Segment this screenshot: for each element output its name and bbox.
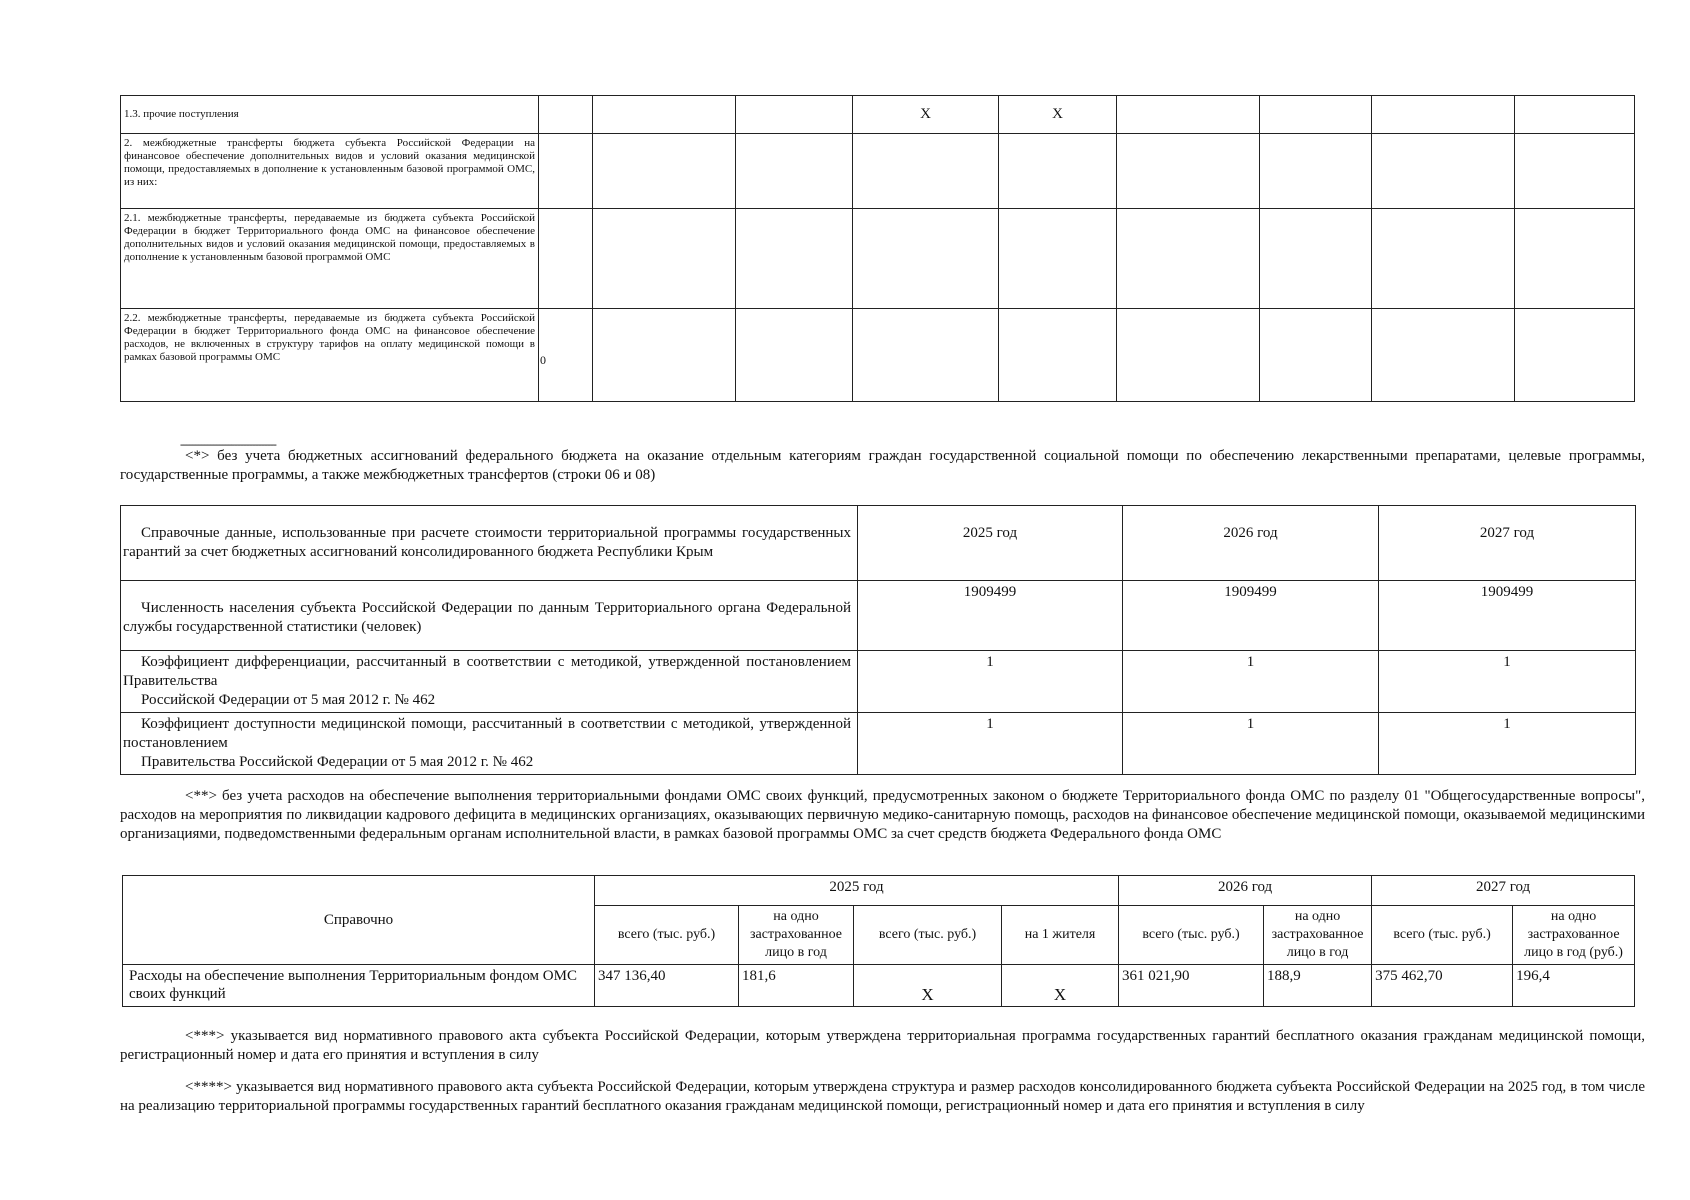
reference-data-table — [120, 505, 1636, 775]
diff-coef-2027: 1 — [1379, 651, 1636, 713]
table-cell — [736, 134, 853, 209]
table-row — [121, 96, 1635, 134]
col-total: всего (тыс. руб.) — [595, 906, 739, 965]
table-cell — [1260, 96, 1372, 134]
cell-2025-per-resident: X — [1002, 965, 1119, 1007]
table-cell — [1117, 209, 1260, 309]
table-cell — [539, 134, 593, 209]
year-2026: 2026 год — [1123, 506, 1379, 581]
funding-table — [120, 95, 1635, 402]
population-label — [121, 581, 858, 651]
table-row — [123, 965, 1635, 1007]
table-cell — [736, 309, 853, 402]
population-2025: 1909499 — [858, 581, 1123, 651]
table-cell — [593, 309, 736, 402]
footnote-1: <*> без учета бюджетных ассигнований федерального бюджета на оказание отдельным категориям граждан государственной социальной помощи по обеспечению лекарственными препаратами, целевые программы, государственные программы, а также межбюджетных трансфертов (строки 06 и 08) — [120, 448, 1645, 483]
col-per-insured-2027: на одно застрахованное лицо в год (руб.) — [1513, 906, 1635, 965]
year-2027: 2027 год — [1379, 506, 1636, 581]
table-cell — [999, 309, 1117, 402]
table-cell — [1117, 309, 1260, 402]
table-cell — [1260, 209, 1372, 309]
table-cell — [1117, 134, 1260, 209]
cell-2026-per-insured: 188,9 — [1264, 965, 1372, 1007]
table-cell — [593, 96, 736, 134]
access-coef-label — [121, 713, 858, 775]
footnote-3: <***> указывается вид нормативного правового акта субъекта Российской Федерации, которым утверждена территориальная программа государственных гарантий бесплатного оказания гражданам медицинской помощи, регистрационный номер и дата его принятия и вступления в силу — [120, 1028, 1645, 1063]
table-cell — [853, 309, 999, 402]
table-cell — [539, 96, 593, 134]
text: Российской Федерации от 5 мая 2012 г. № 462 — [141, 692, 436, 708]
table-cell: 0 — [539, 309, 593, 402]
population-2026: 1909499 — [1123, 581, 1379, 651]
table-header-row — [123, 876, 1635, 906]
table-cell — [1515, 134, 1635, 209]
access-coef-2026: 1 — [1123, 713, 1379, 775]
col-total-2027: всего (тыс. руб.) — [1372, 906, 1513, 965]
table-row — [121, 134, 1635, 209]
reference-header: Справочно — [123, 876, 595, 965]
table-cell — [853, 134, 999, 209]
cell-2027-per-insured: 196,4 — [1513, 965, 1635, 1007]
footnote-4: <****> указывается вид нормативного правового акта субъекта Российской Федерации, которым утверждена структура и размер расходов консолидированного бюджета субъекта Российской Федерации на 2025 год, в том числе на реализацию территориальной программы государственных гарантий бесплатного оказания гражданам медицинской помощи, регистрационный номер и дата его принятия и вступления в силу — [120, 1079, 1645, 1114]
diff-coef-2026: 1 — [1123, 651, 1379, 713]
table-cell — [736, 96, 853, 134]
table-cell — [1260, 309, 1372, 402]
col-per-insured: на одно застрахованное лицо в год — [739, 906, 854, 965]
row-label: 2.1. межбюджетные трансферты, передаваемые из бюджета субъекта Российской Федерации в бюджет Территориального фонда ОМС на финансовое обеспечение дополнительных видов и условий оказания медицинской помощи, предоставляемых в дополнение к установленным базовой программой ОМС — [121, 209, 539, 309]
access-coef-2027: 1 — [1379, 713, 1636, 775]
tfoms-expenses-table — [122, 875, 1635, 1007]
table-cell — [593, 134, 736, 209]
text: Численность населения субъекта Российской Федерации по данным Территориального органа Федеральной службы государственной статистики (человек) — [123, 600, 851, 635]
cell-2025-per-insured: 181,6 — [739, 965, 854, 1007]
table-cell: X — [853, 96, 999, 134]
text: Справочные данные, использованные при расчете стоимости территориальной программы государственных гарантий за счет бюджетных ассигнований консолидированного бюджета Республики Крым — [123, 525, 851, 560]
cell-2025-total: 347 136,40 — [595, 965, 739, 1007]
year-2025: 2025 год — [858, 506, 1123, 581]
cell-2026-total: 361 021,90 — [1119, 965, 1264, 1007]
text: Правительства Российской Федерации от 5 мая 2012 г. № 462 — [141, 754, 534, 770]
table-cell — [999, 209, 1117, 309]
col-per-resident: на 1 жителя — [1002, 906, 1119, 965]
cell-2025-total2: X — [854, 965, 1002, 1007]
row-label: Расходы на обеспечение выполнения Территориальным фондом ОМС своих функций — [123, 965, 595, 1007]
table-cell — [1117, 96, 1260, 134]
table-cell — [1515, 96, 1635, 134]
cell-2027-total: 375 462,70 — [1372, 965, 1513, 1007]
year-2025: 2025 год — [595, 876, 1119, 906]
table-row — [121, 309, 1635, 402]
table-cell — [1372, 209, 1515, 309]
table-cell — [999, 134, 1117, 209]
row-label: 2. межбюджетные трансферты бюджета субъекта Российской Федерации на финансовое обеспечение дополнительных видов и условий оказания медицинской помощи, предоставляемых в дополнение к установленным базовой программой ОМС, из них: — [121, 134, 539, 209]
table-cell: X — [999, 96, 1117, 134]
table-row — [121, 209, 1635, 309]
table-cell — [539, 209, 593, 309]
footnote-2: <**> без учета расходов на обеспечение выполнения территориальными фондами ОМС своих функций, предусмотренных законом о бюджете Территориального фонда ОМС по разделу 01 "Общегосударственные вопросы", расходов на мероприятия по ликвидации кадрового дефицита в медицинских организациях, оказывающих первичную медико-санитарную помощь, расходов на финансовое обеспечение медицинской помощи, оказываемой медицинскими организациями, подведомственными федеральным органам исполнительной власти, в рамках базовой программы ОМС за счет средств бюджета Федерального фонда ОМС — [120, 788, 1645, 842]
table-row — [121, 651, 1636, 713]
row-label: 1.3. прочие поступления — [121, 96, 539, 134]
table-cell — [1515, 309, 1635, 402]
diff-coef-2025: 1 — [858, 651, 1123, 713]
population-2027: 1909499 — [1379, 581, 1636, 651]
col-total2: всего (тыс. руб.) — [854, 906, 1002, 965]
table-cell — [1515, 209, 1635, 309]
table-cell — [1372, 96, 1515, 134]
table-row — [121, 713, 1636, 775]
table-cell — [1372, 309, 1515, 402]
col-total-2026: всего (тыс. руб.) — [1119, 906, 1264, 965]
footnote-separator: -------------------------------- — [180, 437, 276, 451]
table-cell — [736, 209, 853, 309]
table-cell — [593, 209, 736, 309]
table-cell — [853, 209, 999, 309]
text: Коэффициент доступности медицинской помощи, рассчитанный в соответствии с методикой, утвержденной постановлением — [123, 716, 851, 751]
table-cell — [1372, 134, 1515, 209]
year-2027: 2027 год — [1372, 876, 1635, 906]
diff-coef-label — [121, 651, 858, 713]
text: Коэффициент дифференциации, рассчитанный в соответствии с методикой, утвержденной постановлением Правительства — [123, 654, 851, 689]
col-per-insured-2026: на одно застрахованное лицо в год — [1264, 906, 1372, 965]
table-row — [121, 581, 1636, 651]
table-row — [121, 506, 1636, 581]
row-label: 2.2. межбюджетные трансферты, передаваемые из бюджета субъекта Российской Федерации в бюджет Территориального фонда ОМС на финансовое обеспечение расходов, не включенных в структуру тарифов на оплату медицинской помощи в рамках базовой программы ОМС — [121, 309, 539, 402]
year-2026: 2026 год — [1119, 876, 1372, 906]
reference-header-label — [121, 506, 858, 581]
table-cell — [1260, 134, 1372, 209]
access-coef-2025: 1 — [858, 713, 1123, 775]
